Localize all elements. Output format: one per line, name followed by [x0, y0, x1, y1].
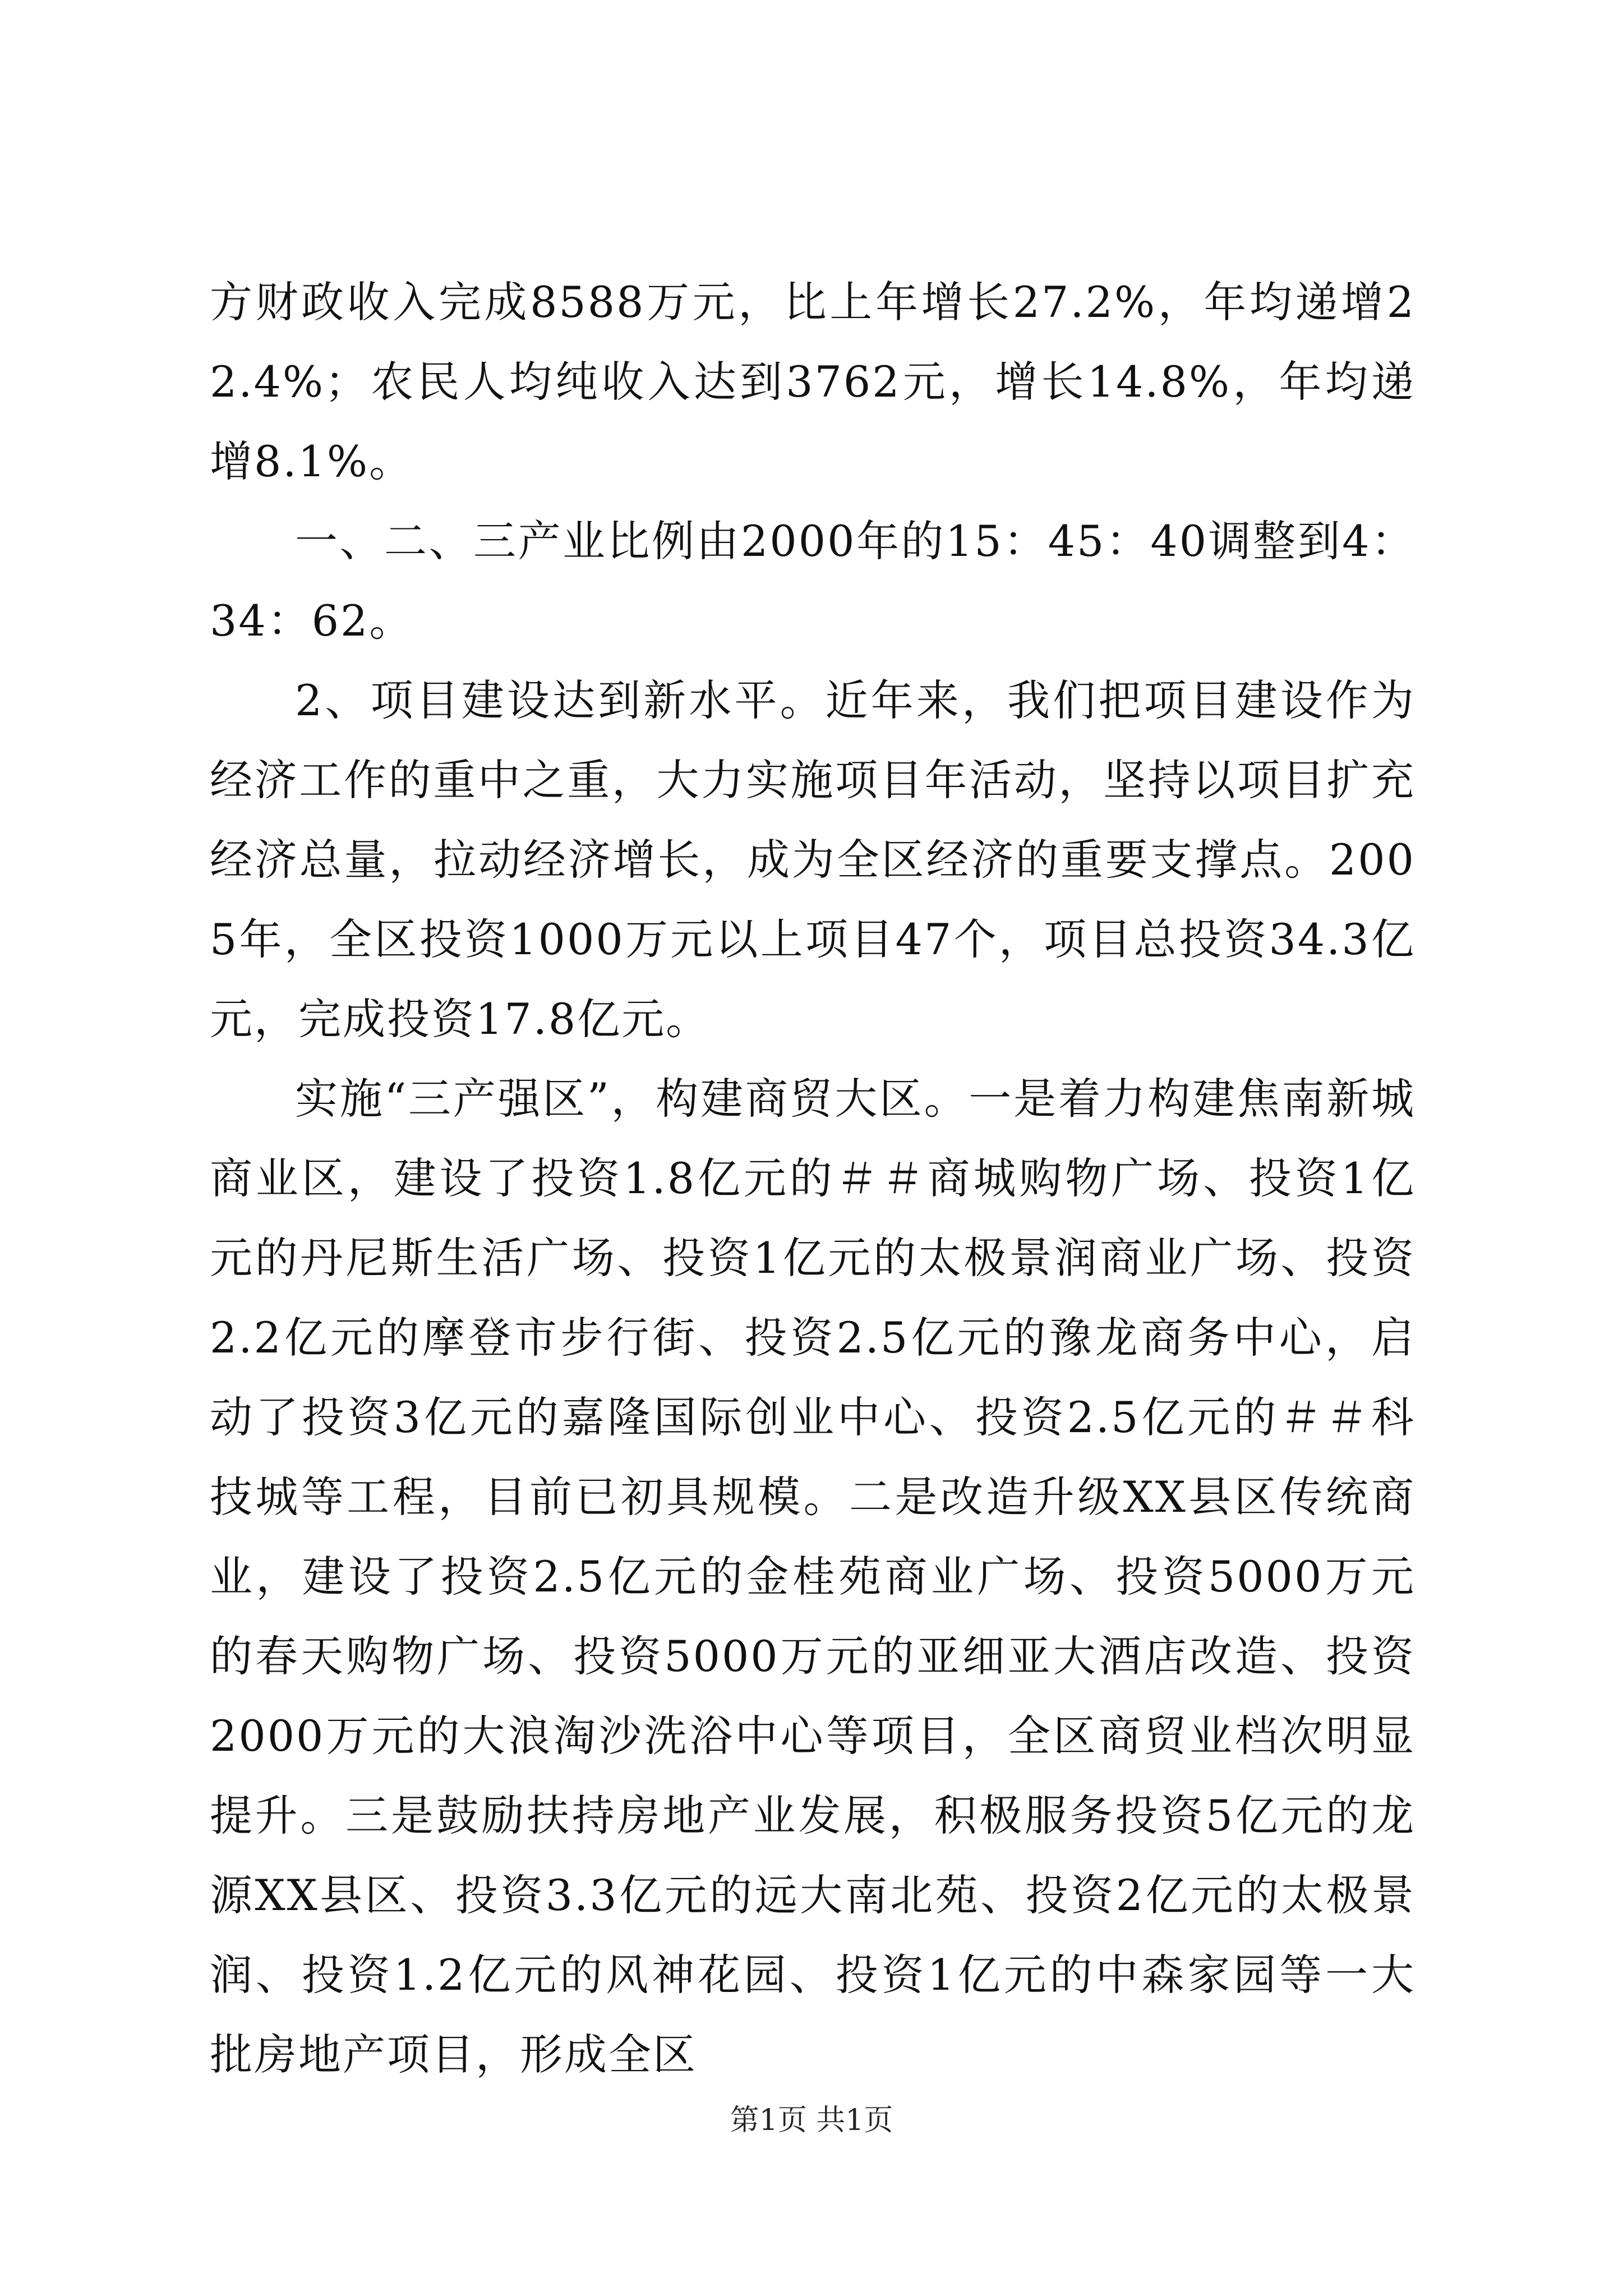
- document-body: [210, 263, 1415, 2095]
- page-footer: 第1页 共1页: [730, 2104, 893, 2137]
- paragraph-3: 2、项目建设达到新水平。近年来，我们把项目建设作为经济工作的重中之重，大力实施项目年活动，坚持以项目扩充经济总量，拉动经济增长，成为全区经济的重要支撑点。2005年，全区投资1000万元以上项目47个，项目总投资34.3亿元，完成投资17.8亿元。: [210, 675, 1415, 1044]
- paragraph-1: 方财政收入完成8588万元，比上年增长27.2%，年均递增22.4%；农民人均纯收入达到3762元，增长14.8%，年均递增8.1%。: [210, 277, 1415, 486]
- paragraph-4: 实施“三产强区”，构建商贸大区。一是着力构建焦南新城商业区，建设了投资1.8亿元的＃＃商城购物广场、投资1亿元的丹尼斯生活广场、投资1亿元的太极景润商业广场、投资2.2亿元的摩登市步行街、投资2.5亿元的豫龙商务中心，启动了投资3亿元的嘉隆国际创业中心、投资2.5亿元的＃＃科技城等工程，目前已初具规模。二是改造升级XX县区传统商业，建设了投资2.5亿元的金桂苑商业广场、投资5000万元的春天购物广场、投资5000万元的亚细亚大酒店改造、投资2000万元的大浪淘沙洗浴中心等项目，全区商贸业档次明显提升。三是鼓励扶持房地产业发展，积极服务投资5亿元的龙源XX县区、投资3.3亿元的远大南北苑、投资2亿元的太极景润、投资1.2亿元的风神花园、投资1亿元的中森家园等一大批房地产项目，形成全区: [210, 1074, 1415, 2079]
- paragraph-2: 一、二、三产业比例由2000年的15：45：40调整到4：34：62。: [210, 516, 1415, 646]
